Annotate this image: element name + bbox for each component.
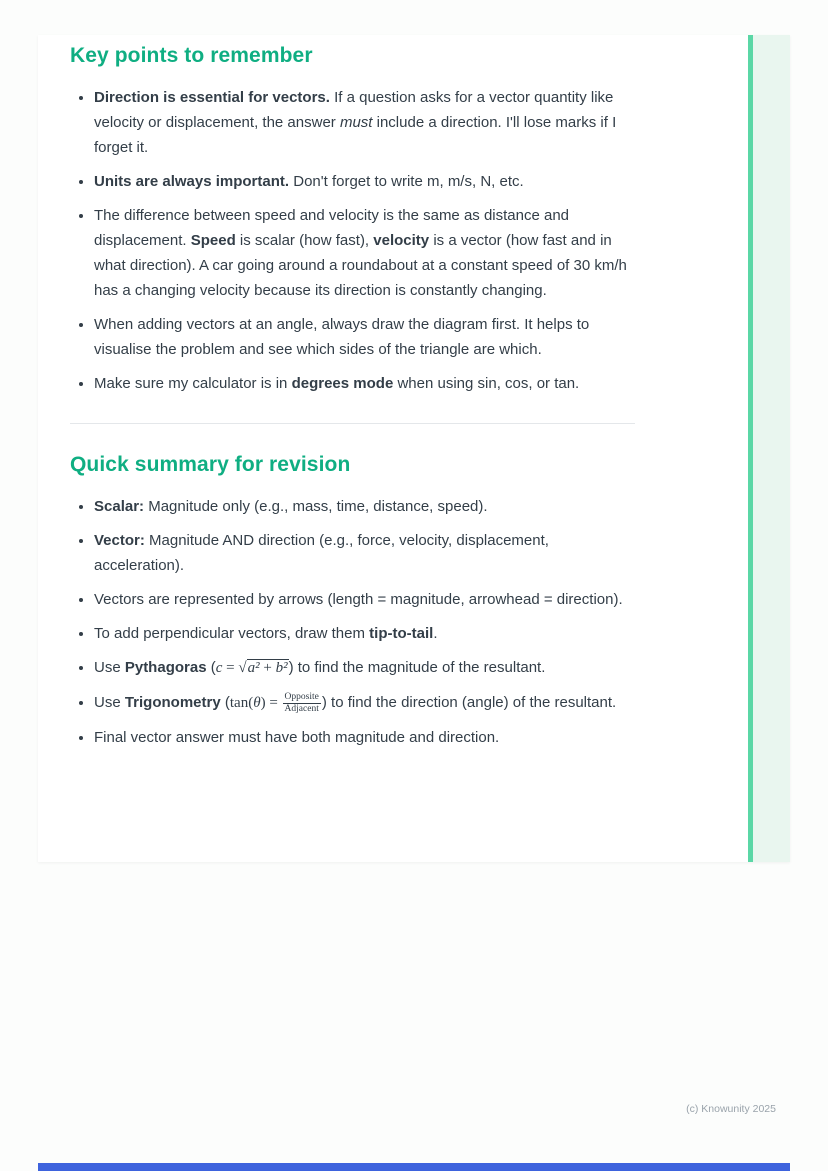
bullet-item	[94, 725, 635, 750]
section-key-points	[70, 44, 635, 396]
bullet-item	[94, 690, 635, 716]
bullet-item	[94, 655, 635, 681]
bullet-item	[94, 494, 635, 519]
bullet-item	[94, 85, 635, 160]
text-segment: b²	[275, 660, 288, 676]
bullet-item	[94, 371, 635, 396]
text-segment: Pythagoras	[124, 659, 207, 676]
text-segment: =	[222, 660, 239, 676]
text-segment: must	[339, 114, 373, 131]
text-segment: is a vector (how fast and in what direction). A car going around a roundabout at a constant speed of 30 km/h has a changing velocity because its direction is constantly changing.	[94, 232, 627, 299]
bullet-item	[94, 587, 635, 612]
text-segment: The difference between speed and velocity is the same as distance and displacement.	[94, 207, 570, 249]
fraction	[283, 692, 321, 715]
text-segment: If a question asks for a vector quantity like velocity or displacement, the answer	[94, 89, 614, 131]
text-segment: Trigonometry	[124, 694, 221, 711]
bullet-item	[94, 621, 635, 646]
text-segment: When adding vectors at an angle, always draw the diagram first. It helps to visualise the problem and see which sides of the triangle are which.	[94, 316, 590, 358]
bullet-list-quick-summary	[70, 494, 635, 750]
text-segment: Use	[94, 659, 125, 676]
text-segment: θ	[253, 695, 261, 711]
text-segment: Magnitude only (e.g., mass, time, distance, speed).	[144, 498, 488, 515]
notes-page-card	[38, 35, 790, 862]
text-segment: To add perpendicular vectors, draw them	[94, 625, 370, 642]
text-segment: include a direction. I'll lose marks if I forget it.	[94, 114, 617, 156]
text-segment: Make sure my calculator is in	[94, 375, 292, 392]
text-segment: Speed	[190, 232, 236, 249]
text-segment: Vectors are represented by arrows (length = magnitude, arrowhead = direction).	[94, 591, 623, 608]
text-segment: Use	[94, 694, 125, 711]
text-segment: (	[220, 694, 230, 711]
text-segment: c	[215, 660, 223, 676]
fraction-formula	[229, 692, 322, 715]
section-divider	[70, 423, 635, 424]
bullet-item	[94, 169, 635, 194]
bullet-item	[94, 528, 635, 578]
text-segment: Vector:	[94, 532, 145, 549]
sqrt-formula	[216, 659, 289, 676]
next-page-top-edge	[38, 1163, 790, 1171]
bullet-item	[94, 312, 635, 362]
text-segment: .	[433, 625, 438, 642]
bullet-item	[94, 203, 635, 303]
sqrt-sign: √	[238, 660, 247, 676]
text-segment: (	[206, 659, 216, 676]
fraction-denominator: Adjacent	[284, 704, 319, 715]
text-segment: Scalar:	[94, 498, 145, 515]
text-segment: Final vector answer must have both magnitude and direction.	[94, 729, 500, 746]
text-segment: Magnitude AND direction (e.g., force, velocity, displacement, acceleration).	[94, 532, 549, 574]
radicand	[247, 659, 289, 676]
bullet-list-key-points	[70, 85, 635, 396]
section-quick-summary	[70, 453, 635, 750]
text-segment: tan(	[229, 695, 254, 711]
page-content	[70, 44, 635, 759]
text-segment: ) =	[260, 695, 282, 711]
text-segment: Don't forget to write m, m/s, N, etc.	[289, 173, 524, 190]
footer-credit: (c) Knowunity 2025	[686, 1103, 776, 1115]
text-segment: ) to find the direction (angle) of the resultant.	[321, 694, 617, 711]
text-segment: velocity	[373, 232, 430, 249]
text-segment: a²	[247, 660, 260, 676]
text-segment: Units are always important.	[94, 173, 290, 190]
text-segment: degrees mode	[291, 375, 394, 392]
text-segment: ) to find the magnitude of the resultant.	[288, 659, 546, 676]
page-accent-bar	[748, 35, 753, 862]
page-margin-panel	[753, 35, 790, 862]
fraction-numerator: Opposite	[284, 692, 319, 703]
text-segment: is scalar (how fast),	[235, 232, 374, 249]
section-title-quick-summary: Quick summary for revision	[70, 453, 351, 476]
text-segment: tip-to-tail	[369, 625, 434, 642]
text-segment: when using sin, cos, or tan.	[393, 375, 580, 392]
text-segment: +	[259, 660, 276, 676]
section-title-key-points: Key points to remember	[70, 44, 313, 67]
text-segment: Direction is essential for vectors.	[94, 89, 330, 106]
